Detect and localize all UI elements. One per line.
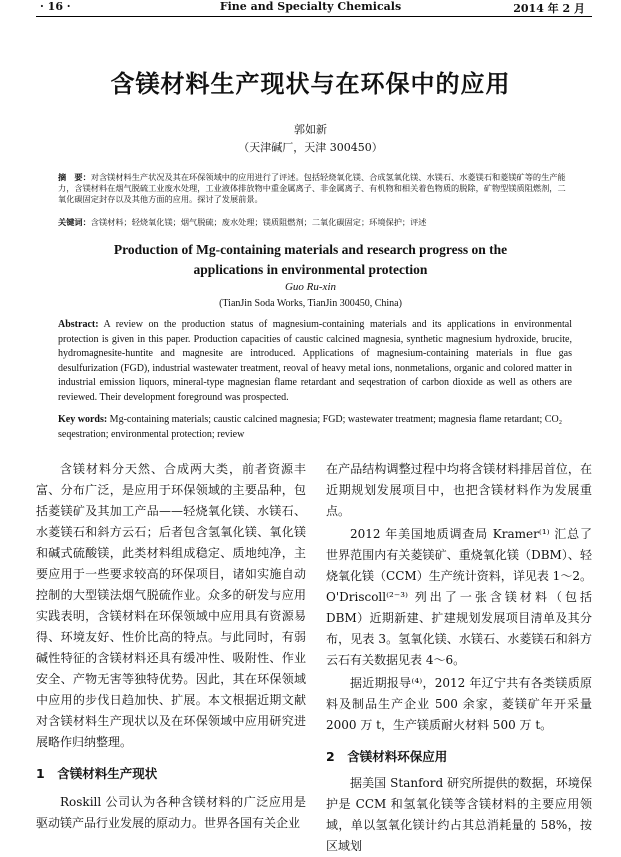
- chinese-affiliation: （天津碱厂，天津 300450）: [238, 141, 383, 154]
- page-number: · 16 ·: [40, 0, 71, 13]
- body-paragraph: 据美国 Stanford 研究所提供的数据，环境保护是 CCM 和氢氧化镁等含镁材料的主要应用领域，单以氢氧化镁计约占其总消耗量的 58%，按区域划: [326, 776, 592, 853]
- issue-date: 2014 年 2 月: [513, 2, 585, 15]
- chinese-keywords-label: 关键词：: [58, 217, 91, 227]
- chinese-title: 含镁材料生产现状与在环保中的应用: [110, 70, 511, 98]
- english-keywords-text: Mg-containing materials; caustic calcined magnesia; FGD; wastewater treatment; magnesia flame retardant; CO₂ seqestration; environmental protection; review: [58, 414, 563, 440]
- section-heading-1: 1 含镁材料生产现状: [36, 766, 158, 781]
- running-header: [0, 0, 621, 14]
- journal-name: Fine and Specialty Chemicals: [219, 0, 402, 13]
- english-abstract: [58, 318, 572, 406]
- body-paragraph: 据近期报导⁽⁴⁾，2012 年辽宁共有各类镁质原料及制品生产企业 500 余家，菱镁矿年开采量 2000 万 t，生产镁质耐火材料 500 万 t。: [326, 676, 592, 732]
- chinese-abstract-label: 摘 要：: [58, 172, 91, 182]
- body-left-column: [36, 459, 306, 834]
- english-affiliation: (TianJin Soda Works, TianJin 300450, China): [219, 298, 402, 309]
- chinese-keywords: [58, 217, 570, 228]
- english-keywords-label: Key words:: [58, 414, 108, 425]
- body-paragraph: 含镁材料分天然、合成两大类，前者资源丰富、分布广泛，是应用于环保领域的主要品种，包括菱镁矿及其加工产品——轻烧氧化镁、水镁石、水菱镁石和斜方云石；后者包含氢氧化镁、氧化镁和碱式硫酸镁，此类材料组成稳定、质地纯净，主要应用于一些要求较高的环保项目，诸如实施自动控制的大型镁法烟气脱硫作业。众多的研发与应用实践表明，含镁材料在环保领域中应用具有资源易得、环境友好、性价比高的特点。与此同时，有弱碱性特征的含镁材料还具有缓冲性、吸附性、作业安全、产物无害等独特优势。因此，其在环保领域中应用的步伐日趋加快、扩展。本文根据近期文献对含镁材料生产现状以及在环保领域中应用研究进展略作归纳整理。: [36, 462, 306, 749]
- body-paragraph: 在产品结构调整过程中均将含镁材料排居首位，在近期规划发展项目中，也把含镁材料作为发展重点。: [326, 462, 592, 518]
- header-rule: [36, 16, 592, 17]
- body-paragraph: Roskill 公司认为各种含镁材料的广泛应用是驱动镁产品行业发展的原动力。世界各国有关企业: [36, 795, 306, 830]
- chinese-abstract: [58, 172, 570, 206]
- english-author: Guo Ru-xin: [284, 281, 336, 293]
- english-abstract-label: Abstract:: [58, 319, 99, 330]
- body-paragraph: 2012 年美国地质调查局 Kramer⁽¹⁾ 汇总了世界范围内有关菱镁矿、重烧氧化镁（DBM）、轻烧氧化镁（CCM）生产统计资料，详见表 1～2。O'Driscoll⁽²⁻³⁾ 列出了一张含镁材料（包括 DBM）近期新建、扩建规划发展项目清单及其分布，见表 3。氢氧化镁、水镁石、水菱镁石和斜方云石有关数据见表 4～6。: [326, 527, 592, 667]
- section-heading-2: 2 含镁材料环保应用: [326, 749, 448, 764]
- english-abstract-text: A review on the production status of magnesium-containing materials and its applications in environmental protection is given in this paper. Production capacities of caustic calcined magnesia, synthetic magnesium hydroxide, brucite, hydromagnesite-huntite and magnesite are introduced. Applications of magnesium-containing materials in flue gas desulfurization (FGD), industrial wastewater treatment, reoval of heavy metal ions, nonmetalions, organic and colored matter in industrial emission liquors, mineral-type magnesian flame retardant and seqestration of carbon dioxide as well as others are reviewed. Their development foreground was prospected.: [58, 319, 572, 403]
- english-title-line1: Production of Mg-containing materials and research progress on the: [113, 242, 508, 257]
- chinese-keywords-text: 含镁材料；轻烧氧化镁；烟气脱硫；废水处理；镁质阻燃剂；二氧化碳固定；环境保护；评述: [90, 217, 427, 227]
- body-right-column: [326, 459, 592, 857]
- chinese-abstract-text: 对含镁材料生产状况及其在环保领域中的应用进行了评述。包括轻烧氧化镁、合成氢氧化镁、水镁石、水菱镁石和菱镁矿等的生产能力，含镁材料在烟气脱硫工业废水处理，工业液体排放物中重金属离子、非金属离子、有机物和相关着色物质的脱除，矿物型镁质阻燃剂，二氧化碳固定封存以及其他方面的应用。探讨了发展前景。: [58, 172, 566, 205]
- english-keywords: [58, 413, 572, 442]
- chinese-author: 郭如新: [294, 123, 327, 136]
- english-title-line2: applications in environmental protection: [193, 262, 428, 277]
